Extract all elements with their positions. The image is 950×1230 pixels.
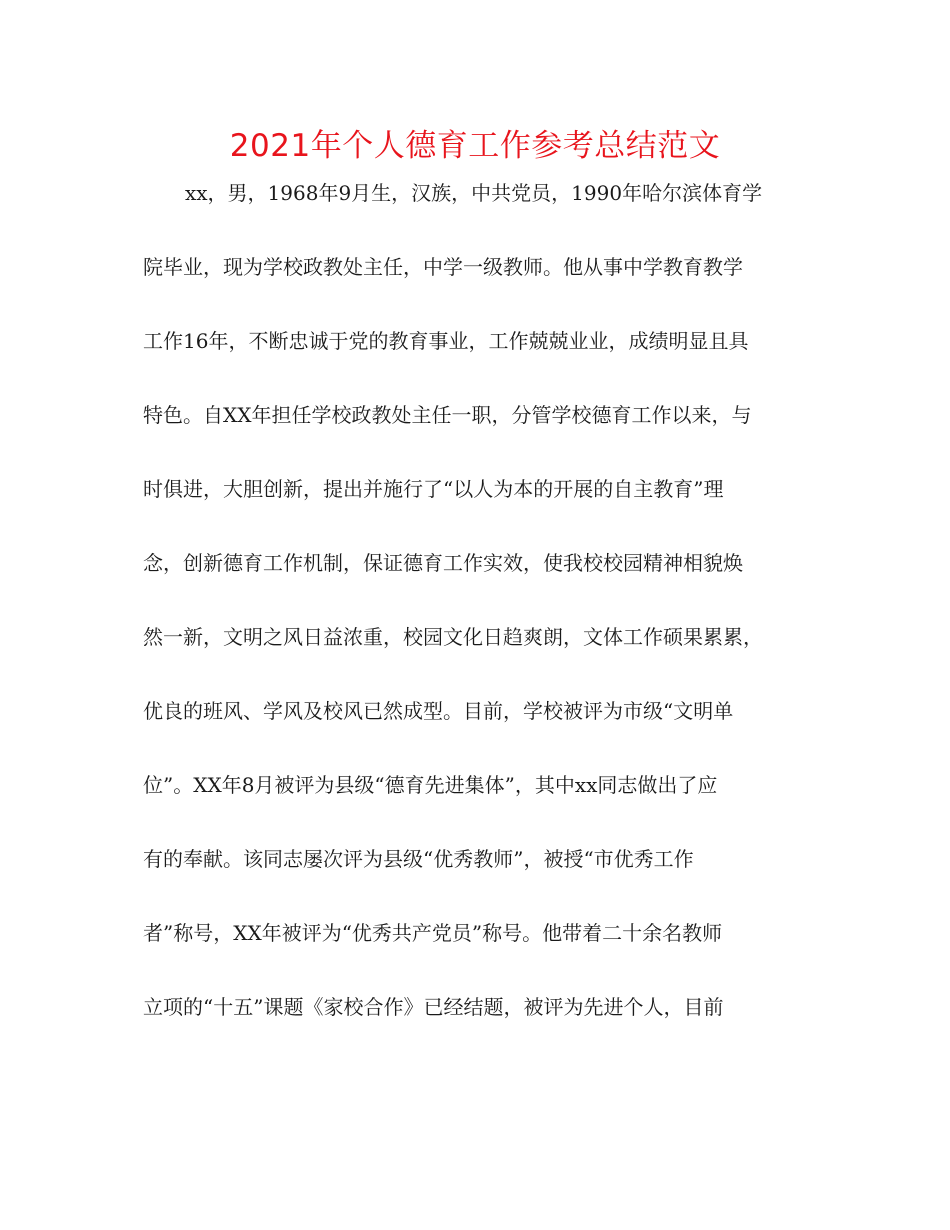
body-line-3: 工作16年，不断忠诚于党的教育事业，工作兢兢业业，成绩明显且具 (143, 329, 749, 353)
body-line-4: 特色。自XX年担任学校政教处主任一职，分管学校德育工作以来，与 (143, 403, 752, 427)
document-title: 2021年个人德育工作参考总结范文 (229, 128, 721, 164)
body-line-1: xx，男，1968年9月生，汉族，中共党员，1990年哈尔滨体育学 (185, 181, 763, 205)
body-line-6: 念，创新德育工作机制，保证德育工作实效，使我校校园精神相貌焕 (143, 551, 743, 575)
body-line-12: 立项的“十五”课题《家校合作》已经结题，被评为先进个人，目前 (143, 995, 724, 1019)
body-line-10: 有的奉献。该同志屡次评为县级“优秀教师”，被授“市优秀工作 (143, 847, 694, 871)
body-line-2: 院毕业，现为学校政教处主任，中学一级教师。他从事中学教育教学 (143, 255, 743, 279)
body-line-7: 然一新，文明之风日益浓重，校园文化日趋爽朗，文体工作硕果累累， (143, 625, 763, 649)
body-line-11: 者”称号，XX年被评为“优秀共产党员”称号。他带着二十余名教师 (143, 921, 723, 945)
body-line-5: 时俱进，大胆创新，提出并施行了“以人为本的开展的自主教育”理 (143, 477, 724, 501)
body-line-9: 位”。XX年8月被评为县级“德育先进集体”，其中xx同志做出了应 (143, 773, 718, 797)
body-line-8: 优良的班风、学风及校风已然成型。目前，学校被评为市级“文明单 (143, 699, 734, 723)
